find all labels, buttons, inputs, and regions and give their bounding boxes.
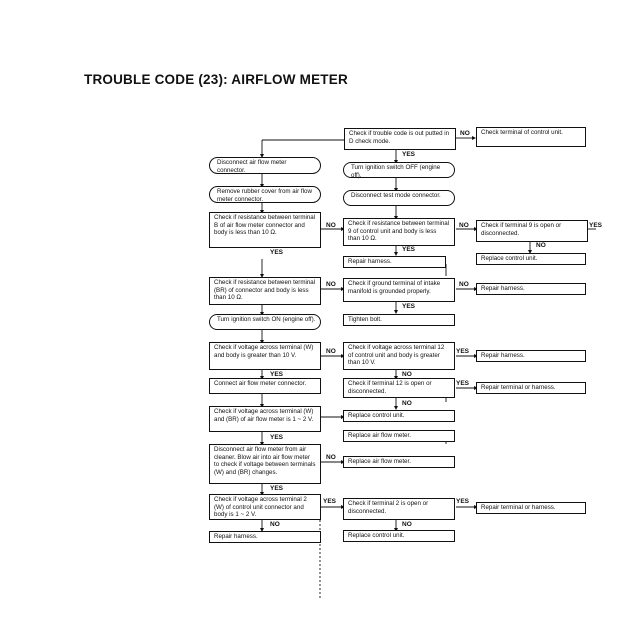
ign-on-box: Turn ignition switch ON (engine off).: [209, 314, 321, 330]
no-label: NO: [460, 130, 470, 137]
yes-label: YES: [270, 249, 284, 256]
no-label: NO: [270, 521, 280, 528]
no-label: NO: [402, 521, 412, 528]
yes-label: YES: [402, 246, 416, 253]
repair-term-harness-2-box: Repair terminal or harness.: [476, 502, 586, 514]
yes-label: YES: [589, 222, 603, 229]
repair-harness-2-box: Repair harness.: [476, 283, 586, 295]
yes-label: YES: [270, 485, 284, 492]
check-term9-box: Check if terminal 9 is open or disconnected.: [476, 220, 588, 242]
yes-label: YES: [402, 151, 416, 158]
check-res-cu-box: Check if resistance between terminal 9 of control unit and body is less than 10 Ω.: [343, 218, 455, 246]
no-label: NO: [326, 348, 336, 355]
repair-harness-4-box: Repair harness.: [209, 531, 321, 543]
connect-afm-box: Connect air flow meter connector.: [209, 378, 321, 394]
replace-afm-1-box: Replace air flow meter.: [343, 430, 455, 442]
repair-term-harness-box: Repair terminal or harness.: [476, 382, 586, 394]
disconnect-test-box: Disconnect test mode connector.: [343, 190, 455, 206]
check-res-af-box: Check if resistance between terminal B of air flow meter connector and body is less than 10 Ω.: [209, 212, 321, 248]
no-label: NO: [459, 222, 469, 229]
replace-cu-1-box: Replace control unit.: [476, 253, 586, 265]
replace-cu-2-box: Replace control unit.: [343, 410, 455, 422]
replace-cu-3-box: Replace control unit.: [343, 530, 455, 542]
no-label: NO: [402, 400, 412, 407]
no-label: NO: [536, 242, 546, 249]
yes-label: YES: [456, 498, 470, 505]
check-volt-2w-box: Check if voltage across terminal 2 (W) of control unit connector and body is 1 ~ 2 V.: [209, 494, 321, 520]
yes-label: YES: [270, 434, 284, 441]
check-volt-wbr-box: Check if voltage across terminal (W) and (BR) of air flow meter is 1 ~ 2 V.: [209, 406, 321, 432]
remove-cover-box: Remove rubber cover from air flow meter connector.: [209, 186, 321, 203]
yes-label: YES: [323, 498, 337, 505]
ign-off-box: Turn ignition switch OFF (engine off).: [343, 162, 455, 178]
yes-label: YES: [270, 371, 284, 378]
disconnect-afm-box: Disconnect air flow meter connector.: [209, 157, 321, 174]
page-title: TROUBLE CODE (23): AIRFLOW METER: [84, 72, 348, 87]
yes-label: YES: [402, 303, 416, 310]
replace-afm-2-box: Replace air flow meter.: [343, 456, 455, 468]
check-volt-12-box: Check if voltage across terminal 12 of control unit and body is greater than 10 V.: [343, 342, 455, 370]
check-ground-box: Check if ground terminal of intake manifold is grounded properly.: [343, 278, 455, 302]
yes-label: YES: [456, 348, 470, 355]
disconnect-cleaner-box: Disconnect air flow meter from air cleaner. Blow air into air flow meter to check if voltage between terminals (W) and (BR) changes.: [209, 444, 321, 484]
check-volt-w-box: Check if voltage across terminal (W) and body is greater than 10 V.: [209, 342, 321, 370]
repair-harness-1-box: Repair harness.: [343, 256, 446, 268]
yes-label: YES: [456, 380, 470, 387]
tighten-bolt-box: Tighten bolt.: [343, 314, 455, 326]
check-term12-box: Check if terminal 12 is open or disconnected.: [343, 378, 455, 398]
check-conn-unit-box: Check terminal of control unit.: [476, 127, 586, 147]
check-code-d-box: Check if trouble code is out putted in D check mode.: [344, 128, 456, 150]
no-label: NO: [459, 281, 469, 288]
no-label: NO: [402, 371, 412, 378]
no-label: NO: [326, 281, 336, 288]
check-term2-box: Check if terminal 2 is open or disconnected.: [343, 498, 455, 520]
repair-harness-3-box: Repair harness.: [476, 350, 586, 362]
no-label: NO: [326, 454, 336, 461]
check-res-br-box: Check if resistance between terminal (BR) of connector and body is less than 10 Ω.: [209, 277, 321, 305]
no-label: NO: [326, 222, 336, 229]
